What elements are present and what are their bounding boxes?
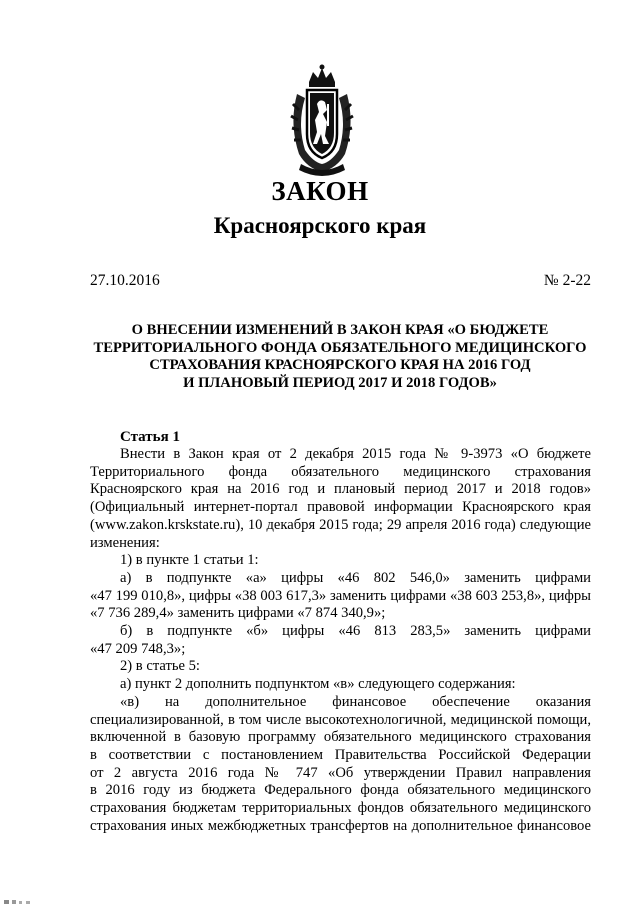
body-line: 1) в пункте 1 статьи 1: [120,552,259,569]
article-heading: Статья 1 [120,429,180,445]
title-line: ТЕРРИТОРИАЛЬНОГО ФОНДА ОБЯЗАТЕЛЬНОГО МЕДИЦИНСКОГО [93,339,587,356]
body-line: в 2016 году из бюджета Федерального фонда обязательного медицинского [90,782,591,799]
article-body [90,446,591,835]
body-line: Внести в Закон края от 2 декабря 2015 года № 9-3973 «О бюджете [120,446,591,462]
body-line: б) в подпункте «б» цифры «46 813 283,5» заменить цифрами [120,623,591,640]
body-line: Красноярского края на 2016 год и плановый период 2017 и 2018 годов» [90,481,591,498]
body-line: страхования бюджетам территориальных фондов обязательного медицинского [90,800,591,817]
body-line: страхования иных межбюджетных трансфертов на дополнительное финансовое [90,817,591,834]
body-line: Территориального фонда обязательного медицинского страхования [90,463,591,480]
document-title [90,322,590,392]
document-date: 27.10.2016 [90,272,160,289]
body-line: специализированной, в том числе высокотехнологичной, медицинской помощи, [90,711,591,728]
body-line: от 2 августа 2016 года № 747 «Об утверждении Правил направления [90,764,591,781]
scan-artifact-mark [0,897,60,905]
body-line: (Официальный интернет-портал правовой информации Красноярского края [90,499,591,516]
body-line: «в) на дополнительное финансовое обеспечение оказания [120,693,591,710]
body-line: а) пункт 2 дополнить подпунктом «в» следующего содержания: [120,676,516,693]
body-line: включенной в базовую программу обязательного медицинского страхования [90,729,591,746]
body-line: изменения: [90,534,160,551]
document-type: ЗАКОН [271,176,369,206]
title-line: И ПЛАНОВЫЙ ПЕРИОД 2017 И 2018 ГОДОВ» [183,374,497,391]
document-issuer: Красноярского края [213,213,427,238]
body-line: «7 736 289,4» заменить цифрами «7 874 340,9»; [90,605,386,622]
body-line: 2) в статье 5: [120,658,200,675]
title-line: О ВНЕСЕНИИ ИЗМЕНЕНИЙ В ЗАКОН КРАЯ «О БЮДЖЕТЕ [131,322,549,338]
body-line: а) в подпункте «а» цифры «46 802 546,0» заменить цифрами [120,569,591,586]
body-line: (www.zakon.krskstate.ru), 10 декабря 2015 года; 29 апреля 2016 года) следующие [90,516,591,533]
body-line: «47 199 010,8», цифры «38 003 617,3» заменить цифрами «38 603 253,8», цифры [90,587,591,604]
body-line: в соответствии с постановлением Правительства Российской Федерации [90,746,591,763]
coat-of-arms-emblem [287,64,357,178]
body-line: «47 209 748,3»; [90,640,186,657]
title-line: СТРАХОВАНИЯ КРАСНОЯРСКОГО КРАЯ НА 2016 ГОД [149,357,531,373]
document-number: № 2-22 [543,272,591,289]
